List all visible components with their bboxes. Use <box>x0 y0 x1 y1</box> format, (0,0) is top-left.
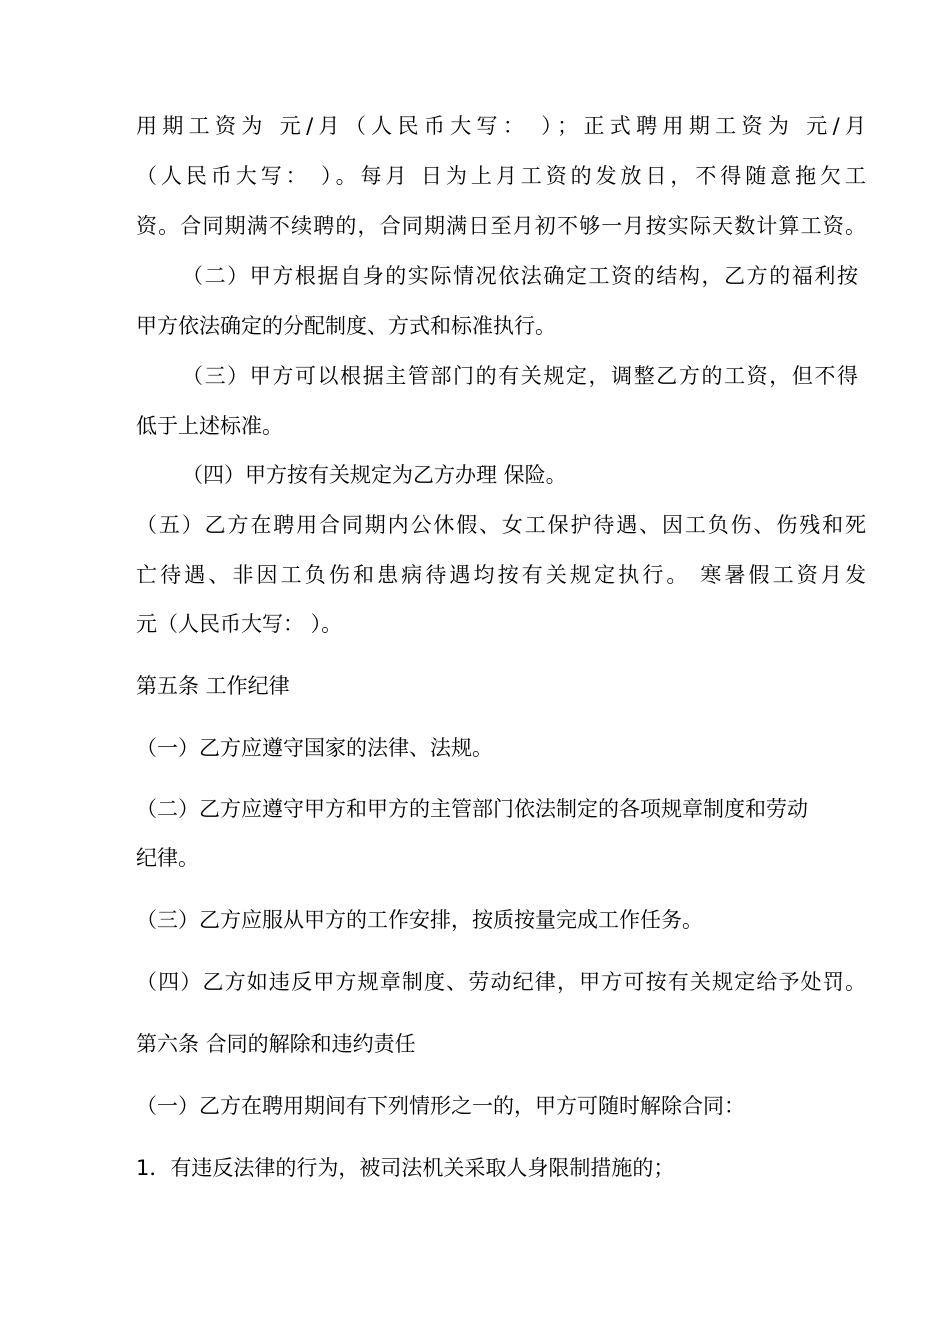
paragraph-line: （一）乙方在聘用期间有下列情形之一的，甲方可随时解除合同： <box>136 1094 745 1118</box>
paragraph-line: （三）乙方应服从甲方的工作安排，按质按量完成工作任务。 <box>136 908 703 932</box>
paragraph-line: （三）甲方可以根据主管部门的有关规定，调整乙方的工资，但不得 <box>182 364 858 388</box>
paragraph-line: （人民币大写： ）。每月 日为上月工资的发放日，不得随意拖欠工 <box>136 164 866 188</box>
section-heading: 第六条 合同的解除和违约责任 <box>136 1032 416 1056</box>
paragraph-line: 纪律。 <box>136 846 199 870</box>
paragraph-line: 低于上述标准。 <box>136 414 283 438</box>
paragraph-line: 资。合同期满不续聘的，合同期满日至月初不够一月按实际天数计算工资。 <box>136 214 866 238</box>
paragraph-line: （四）乙方如违反甲方规章制度、劳动纪律，甲方可按有关规定给予处罚。 <box>136 970 866 994</box>
paragraph-line: 亡待遇、非因工负伤和患病待遇均按有关规定执行。 寒暑假工资月发 <box>136 563 866 587</box>
paragraph-line: （一）乙方应遵守国家的法律、法规。 <box>136 736 493 760</box>
paragraph-line: 元（人民币大写： ）。 <box>136 612 343 636</box>
section-heading: 第五条 工作纪律 <box>136 674 290 698</box>
paragraph-line: （二）甲方根据自身的实际情况依法确定工资的结构，乙方的福利按 <box>182 264 858 288</box>
paragraph-line: 甲方依法确定的分配制度、方式和标准执行。 <box>136 314 556 338</box>
paragraph-line: （五）乙方在聘用合同期内公休假、女工保护待遇、因工负伤、伤残和死 <box>136 513 866 537</box>
paragraph-line: 用期工资为 元/月（人民币大写： ）；正式聘用期工资为 元/月 <box>136 114 866 138</box>
paragraph-line: 1．有违反法律的行为，被司法机关采取人身限制措施的； <box>136 1156 675 1180</box>
paragraph-line: （四）甲方按有关规定为乙方办理 保险。 <box>182 463 567 487</box>
paragraph-line: （二）乙方应遵守甲方和甲方的主管部门依法制定的各项规章制度和劳动 <box>136 797 808 821</box>
